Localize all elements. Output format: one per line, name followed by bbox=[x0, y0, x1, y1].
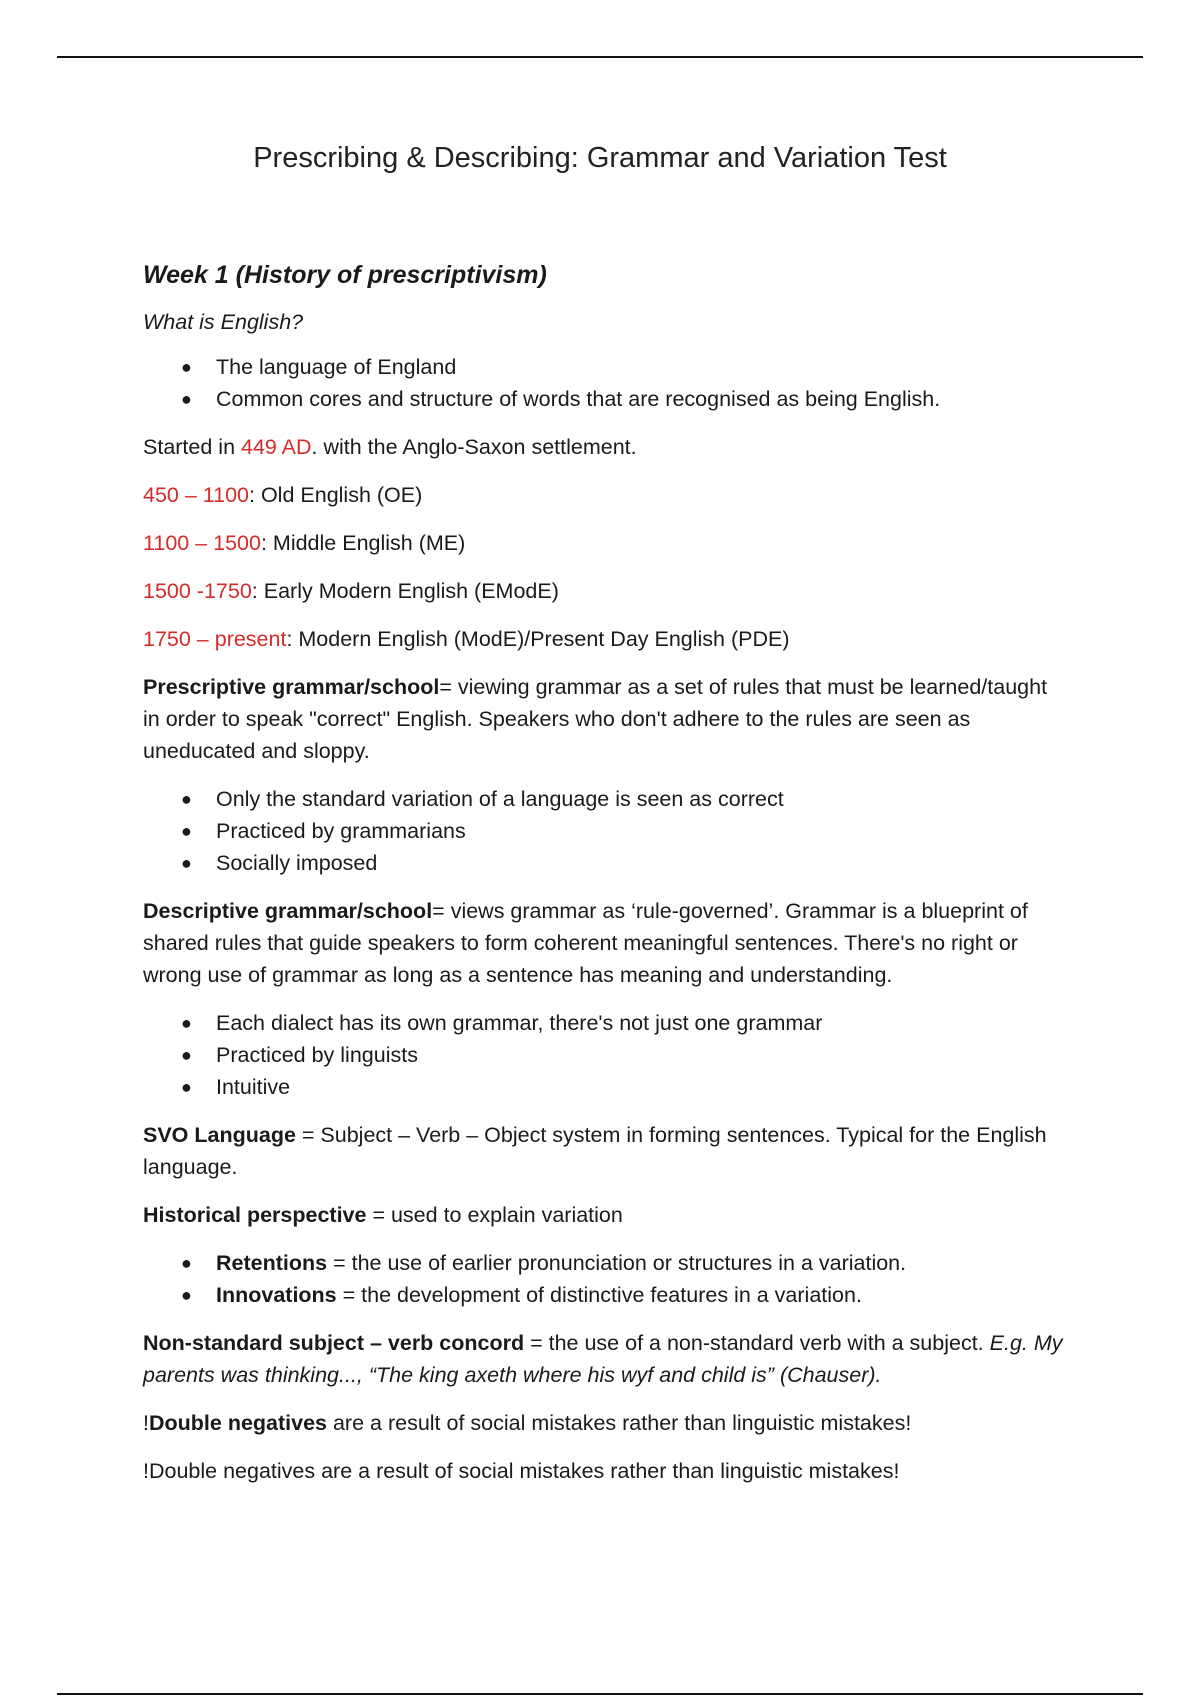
list-item: ● Practiced by grammarians bbox=[143, 815, 1063, 847]
period-range: 450 – 1100 bbox=[143, 483, 250, 507]
bullet-icon: ● bbox=[181, 1077, 192, 1097]
date-highlight: 449 AD bbox=[241, 435, 312, 459]
term: Retentions bbox=[216, 1251, 328, 1275]
historical-list bbox=[143, 1247, 1063, 1311]
english-definition-list bbox=[143, 351, 1063, 415]
bullet-icon: ● bbox=[181, 821, 192, 841]
prescriptive-paragraph: Prescriptive grammar/school= viewing grammar as a set of rules that must be learned/taught in order to speak "correct" English. Speakers who don't adhere to the rules are seen as uneducated and sloppy. bbox=[143, 675, 1048, 763]
started-paragraph: Started in 449 AD. with the Anglo-Saxon settlement. bbox=[143, 435, 637, 459]
list-item: ● Socially imposed bbox=[143, 847, 1063, 879]
concord-paragraph: Non-standard subject – verb concord = the use of a non-standard verb with a subject. E.g. My parents was thinking..., “The king axeth where his wyf and child is” (Chauser). bbox=[143, 1331, 1063, 1387]
term: SVO Language bbox=[143, 1123, 296, 1147]
double-negatives-plain-paragraph: !Double negatives are a result of social mistakes rather than linguistic mistakes! bbox=[143, 1459, 900, 1483]
document-title: Prescribing & Describing: Grammar and Variation Test bbox=[253, 142, 947, 174]
period-middle-english: 1100 – 1500: Middle English (ME) bbox=[143, 531, 466, 555]
bullet-icon: ● bbox=[181, 389, 192, 409]
list-item: ● Only the standard variation of a language is seen as correct bbox=[143, 783, 1063, 815]
term: Double negatives bbox=[148, 1411, 327, 1435]
bullet-icon: ● bbox=[181, 1045, 192, 1065]
period-early-modern-english: 1500 -1750: Early Modern English (EModE) bbox=[143, 579, 559, 603]
bullet-icon: ● bbox=[181, 357, 192, 377]
list-item: ● Practiced by linguists bbox=[143, 1039, 1063, 1071]
historical-paragraph: Historical perspective = used to explain variation bbox=[143, 1203, 623, 1227]
list-item: ● Intuitive bbox=[143, 1071, 1063, 1103]
bottom-rule bbox=[57, 1693, 1143, 1695]
prescriptive-list bbox=[143, 783, 1063, 879]
week-heading: Week 1 (History of prescriptivism) bbox=[143, 261, 547, 289]
list-item: ● Retentions = the use of earlier pronunciation or structures in a variation. bbox=[143, 1247, 1063, 1279]
document-body bbox=[143, 258, 1063, 1503]
top-rule bbox=[57, 56, 1143, 58]
list-item: ● The language of England bbox=[143, 351, 1063, 383]
bullet-icon: ● bbox=[181, 1253, 192, 1273]
descriptive-list bbox=[143, 1007, 1063, 1103]
term: Innovations bbox=[216, 1283, 337, 1307]
bullet-icon: ● bbox=[181, 789, 192, 809]
double-negatives-bold-paragraph: !Double negatives are a result of social mistakes rather than linguistic mistakes! bbox=[143, 1411, 912, 1435]
question-what-is-english: What is English? bbox=[143, 310, 304, 334]
list-item: ● Common cores and structure of words that are recognised as being English. bbox=[143, 383, 1063, 415]
example: E.g. My parents was thinking..., “The king axeth where his wyf and child is” (Chauser). bbox=[143, 1331, 1063, 1387]
list-item: ● Innovations = the development of distinctive features in a variation. bbox=[143, 1279, 1063, 1311]
term: Prescriptive grammar/school bbox=[143, 675, 440, 699]
list-item: ● Each dialect has its own grammar, there's not just one grammar bbox=[143, 1007, 1063, 1039]
bullet-icon: ● bbox=[181, 1013, 192, 1033]
period-modern-english: 1750 – present: Modern English (ModE)/Present Day English (PDE) bbox=[143, 627, 790, 651]
term: Descriptive grammar/school bbox=[143, 899, 433, 923]
svo-paragraph: SVO Language = Subject – Verb – Object system in forming sentences. Typical for the English language. bbox=[143, 1123, 1047, 1179]
period-range: 1500 -1750 bbox=[143, 579, 252, 603]
term: Non-standard subject – verb concord bbox=[143, 1331, 525, 1355]
descriptive-paragraph: Descriptive grammar/school= views grammar as ‘rule-governed’. Grammar is a blueprint of shared rules that guide speakers to form coherent meaningful sentences. There's no right or wrong use of grammar as long as a sentence has meaning and understanding. bbox=[143, 899, 1028, 987]
period-old-english: 450 – 1100: Old English (OE) bbox=[143, 483, 423, 507]
term: Historical perspective bbox=[143, 1203, 367, 1227]
bullet-icon: ● bbox=[181, 853, 192, 873]
bullet-icon: ● bbox=[181, 1285, 192, 1305]
period-range: 1750 – present bbox=[143, 627, 287, 651]
period-range: 1100 – 1500 bbox=[143, 531, 261, 555]
